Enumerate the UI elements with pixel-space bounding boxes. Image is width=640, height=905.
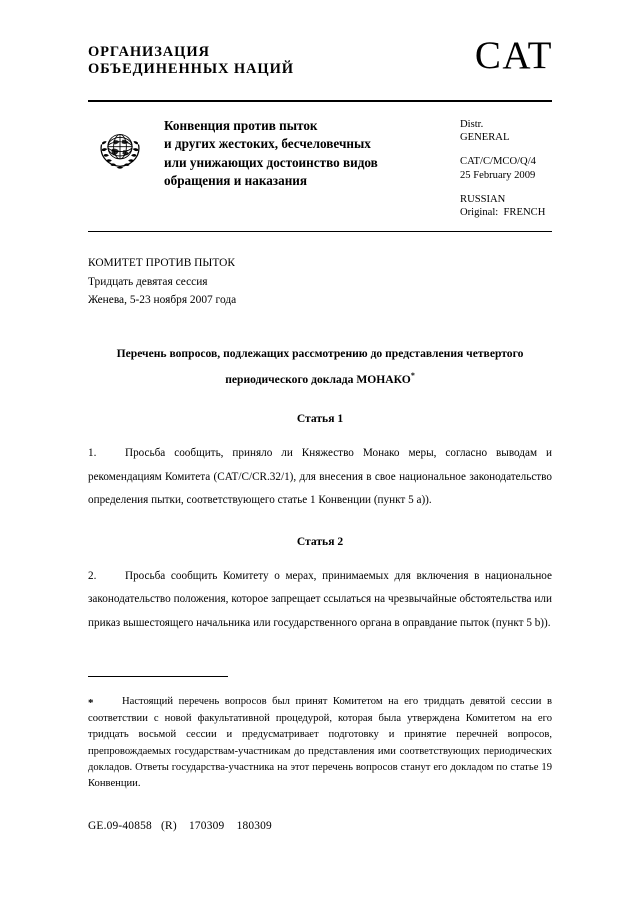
page-title-line1: Перечень вопросов, подлежащих рассмотрению до представления четвертого [116, 346, 524, 360]
distribution-value: GENERAL [460, 132, 510, 144]
original-language: Original: FRENCH [460, 207, 546, 219]
title-footnote-marker: * [410, 370, 415, 380]
convention-title-line4: обращения и наказания [164, 173, 308, 189]
page-content [88, 0, 552, 635]
un-emblem-icon [91, 120, 149, 178]
convention-rule [88, 231, 552, 232]
committee-venue: Женева, 5-23 ноября 2007 года [88, 294, 237, 306]
convention-title-line3: или унижающих достоинство видов [164, 154, 378, 170]
masthead [88, 34, 553, 100]
symbol-group [460, 155, 545, 181]
document-language: RUSSIAN [460, 193, 506, 205]
page-title-line2-wrap [88, 365, 552, 391]
article-paragraph [88, 442, 552, 513]
distribution-block [460, 118, 545, 219]
footer-job-number: GE.09-40858 (R) 170309 180309 [88, 820, 272, 832]
convention-block [88, 115, 552, 231]
paragraph-text: Просьба сообщить, приняло ли Княжество Монако меры, согласно выводам и рекомендациям Комитета (CAT/C/CR.32/1), для внесения в свое национальное законодательство определения пытки, соответствующего статье 1 Конвенции (пункт 5 а)). [88, 447, 552, 507]
masthead-rule [88, 100, 552, 102]
language-group [460, 193, 545, 219]
article-paragraph [88, 565, 552, 636]
paragraph-number: 2. [88, 569, 97, 582]
document-date: 25 February 2009 [460, 169, 536, 181]
document-symbol: CAT/C/MCO/Q/4 [460, 156, 536, 168]
footnote [88, 694, 552, 792]
paragraph-number: 1. [88, 447, 97, 460]
convention-title-line1: Конвенция против пыток [164, 118, 318, 133]
organization-name [88, 44, 294, 78]
committee-name: КОМИТЕТ ПРОТИВ ПЫТОК [88, 257, 235, 269]
footnote-separator [88, 676, 228, 677]
paragraph-text: Просьба сообщить Комитету о мерах, принимаемых для включения в национальное законодательство положения, которое запрещает ссылаться на чрезвычайные обстоятельства или приказ вышестоящего начальника или государственного органа в оправдание пыток (пункт 5 b)). [88, 569, 552, 629]
article-heading: Статья 2 [296, 534, 344, 548]
article-heading: Статья 1 [296, 412, 344, 426]
footnote-text: Настоящий перечень вопросов был принят Комитетом на его тридцать девятой сессии в соответствии с новой факультативной процедурой, которая была утверждена Комитетом на его тридцать восьмой сессии и предусматривает подготовку и принятие перечней вопросов, препровождаемых государствам-участникам до представления ими соответствующих периодических докладов. Ответы государства-участника на этот перечень вопросов станут его докладом по статье 19 Конвенции. [88, 696, 552, 790]
page-title-line2: периодического доклада МОНАКО [225, 372, 411, 386]
treaty-code: CAT [474, 34, 553, 77]
distribution-label: Distr. [460, 119, 484, 130]
organization-name-line1: ОРГАНИЗАЦИЯ [88, 44, 210, 60]
committee-block [88, 254, 552, 310]
organization-name-line2: ОБЪЕДИНЕННЫХ НАЦИЙ [88, 61, 294, 77]
convention-title [164, 117, 444, 191]
distribution-group [460, 118, 545, 144]
page-title [88, 343, 552, 391]
committee-session: Тридцать девятая сессия [88, 275, 208, 288]
convention-title-line2: и других жестоких, бесчеловечных [164, 136, 371, 152]
footnote-marker: * [88, 697, 94, 709]
